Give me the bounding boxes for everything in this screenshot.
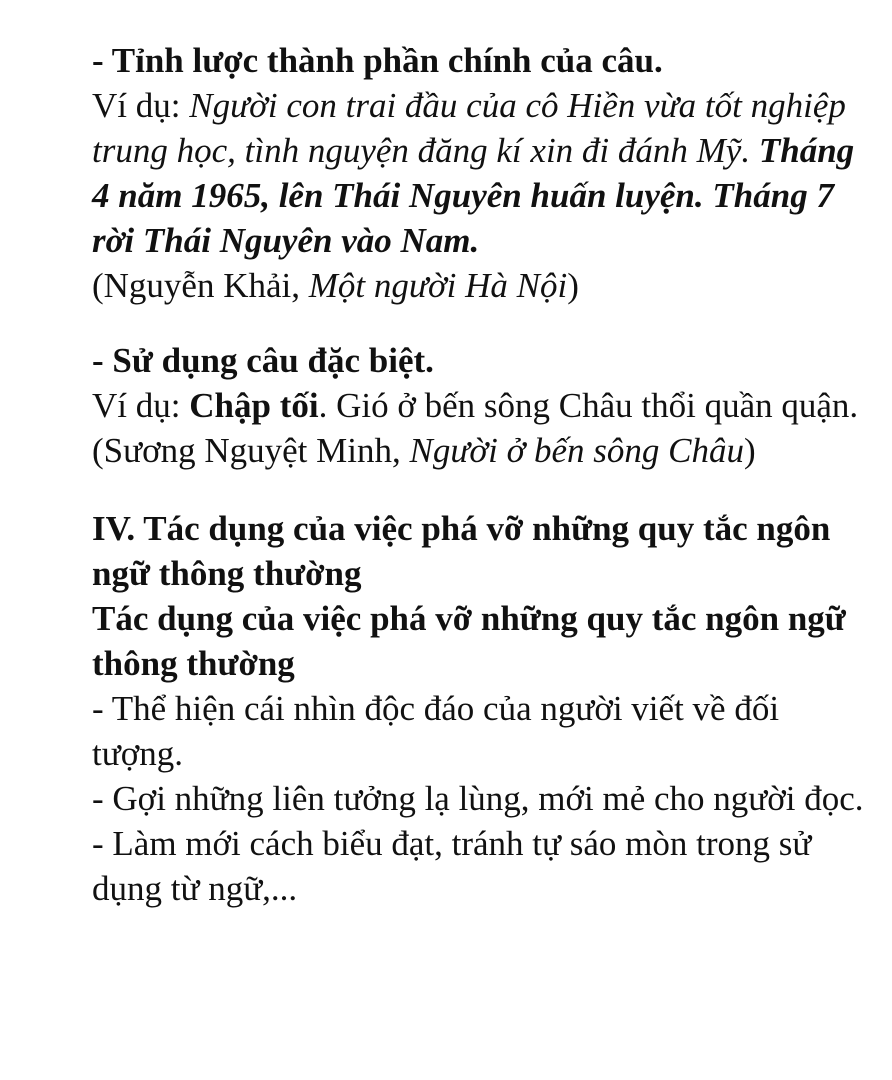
document-page [92,38,872,911]
source-tinh-luoc [92,263,872,308]
section-iv-heading: IV. Tác dụng của việc phá vỡ những quy tắc ngôn ngữ thông thường [92,509,831,593]
example-bold-italic-text: Tháng 4 năm 1965, lên Thái Nguyên huấn luyện. Tháng 7 rời Thái Nguyên vào Nam. [92,131,855,260]
example-prefix: Ví dụ: [92,386,190,425]
heading-cau-dac-biet: - Sử dụng câu đặc biệt. [92,341,434,380]
source-close: ) [744,431,756,470]
example-cau-dac-biet [92,383,872,428]
example-prefix: Ví dụ: [92,86,190,125]
example-rest-text: . Gió ở bến sông Châu thổi quần quận. [318,386,859,425]
list-item: - Làm mới cách biểu đạt, tránh tự sáo mòn trong sử dụng từ ngữ,... [92,824,812,908]
heading-tinh-luoc: - Tỉnh lược thành phần chính của câu. [92,41,663,80]
list-item: - Gợi những liên tưởng lạ lùng, mới mẻ cho người đọc. [92,779,864,818]
source-title: Người ở bến sông Châu [409,431,745,470]
example-italic-text: Người con trai đầu của cô Hiền vừa tốt nghiệp trung học, tình nguyện đăng kí xin đi đánh Mỹ. [92,86,846,170]
source-cau-dac-biet [92,428,872,473]
example-bold-text: Chập tối [189,386,319,425]
section-iv-subheading: Tác dụng của việc phá vỡ những quy tắc ngôn ngữ thông thường [92,599,846,683]
list-item: - Thể hiện cái nhìn độc đáo của người viết về đối tượng. [92,689,780,773]
source-author: (Sương Nguyệt Minh, [92,431,410,470]
source-author: (Nguyễn Khải, [92,266,309,305]
source-title: Một người Hà Nội [308,266,568,305]
example-tinh-luoc [92,83,872,263]
source-close: ) [567,266,579,305]
